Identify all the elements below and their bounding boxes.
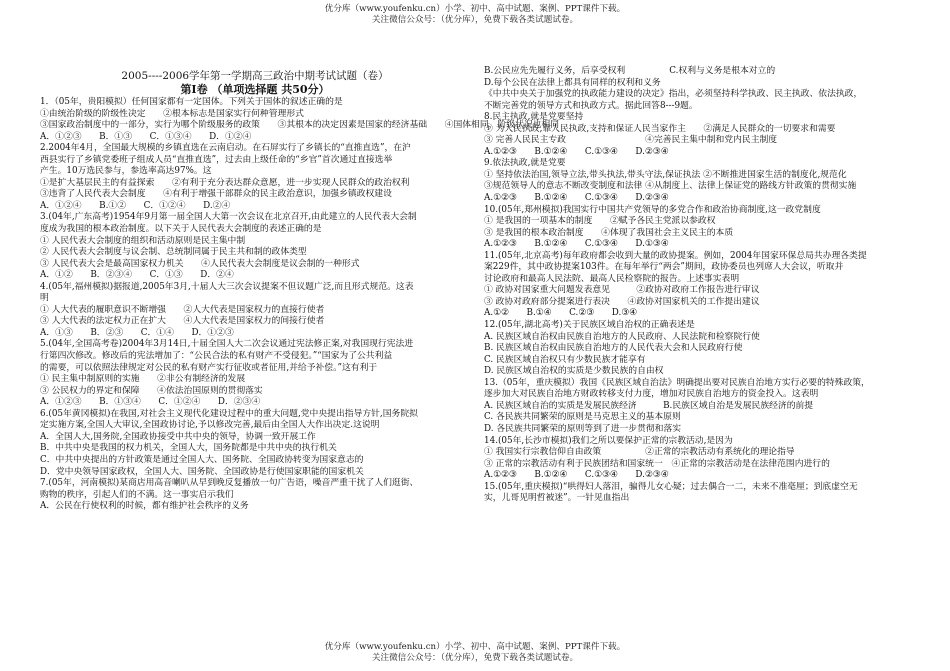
text-line: ③ 政协对政府部分提案进行表决 ④政协对国家机关的工作提出建议: [484, 296, 760, 307]
text-line: ① 人大代表的履职意识不断增强 ②人大代表是国家权力的直接行使者: [40, 304, 325, 315]
text-line: A. 民族区域自治权由民族自治地方的人民政府、人民法院和检察院行使: [484, 331, 760, 342]
footer-line-2: 关注微信公众号：（优分库），免费下载各类试题试卷。: [371, 653, 579, 663]
text-line: 12.(05年,湖北高考)关于民族区域自治权的正确表述是: [484, 320, 695, 331]
text-line: 6.(05年黄冈模拟)在我国,对社会主义现代化建设过程中的重大问题,党中央提出指导方针,国务院拟: [40, 408, 418, 419]
text-line: B.公民应先先履行义务，后享受权利 C.权利与义务是根本对立的: [484, 66, 776, 76]
footer-line-1: 优分库（www.youfenku.cn）小学、初中、高中试题、案例、PPT课件下载。: [324, 642, 626, 652]
text-line: A．①②③ B．①③④ C．①②④ D．②③④: [40, 397, 261, 408]
text-line: A.①②③ B.①②④ C.①③④ D.①③④: [484, 239, 669, 250]
document-title: 2005----2006学年第一学期高三政治中期考试试题（卷）: [121, 70, 389, 82]
text-line: 2.2004年4月，全国最大规模的乡镇直选在云南启动。在石屏实行了乡镇长的“直推直选”，在沪: [40, 143, 411, 154]
text-line: B. 民族区域自治权由民族自治地方的人民代表大会和人民政府行使: [484, 343, 743, 354]
text-line: A．①②③ B．①③ C．①③④ D．①②④: [40, 131, 252, 142]
text-line: 西县实行了乡镇党委班子组成人员“直推直选”，过去由上级任命的“乡官”首次通过直接选举: [40, 154, 393, 165]
page-footer: [0, 642, 950, 664]
text-line: 的需要，可以依照法律规定对公民的私有财产实行征收或者征用,并给予补偿。”这有利于: [40, 362, 378, 373]
text-line: A．公民在行使权利的时候，都有维护社会秩序的义务: [40, 501, 249, 512]
text-line: 1．（05年，贵阳模拟）任何国家都有一定国体。下列关于国体的叙述正确的是: [40, 97, 343, 107]
text-line: A．①③ B．②③ C．①④ D．①②③: [40, 327, 234, 338]
text-line: 14.(05年,长沙市模拟)我们之所以要保护正常的宗教活动,是因为: [484, 435, 733, 446]
text-line: C. 各民族共同繁荣的原则是马克思主义的基本原则: [484, 412, 681, 423]
text-line: 明: [40, 293, 49, 304]
text-line: ② 人民代表大会制度与议会制、总统制同属于民主共和制的政体类型: [40, 247, 307, 258]
text-line: ① 坚持依法治国,领导立法,带头执法,带头守法,保证执法 ②不断推进国家生活的制度化,规范化: [484, 169, 847, 180]
right-column: [484, 66, 924, 505]
text-line: 购物的秩序，引起人们的不满。这一事实启示我们: [40, 489, 234, 500]
text-line: 案229件，其中政协提案103件。在每年举行“两会”期间，政协委员也列席人大会议，听取并: [484, 262, 844, 273]
text-line: ① 民主集中制原则的实施 ②非公有制经济的发展: [40, 374, 246, 385]
text-line: 定实施方案,全国人大审议,全国政协讨论,予以修改完善,最后由全国人大作出决定.这说明: [40, 420, 380, 431]
text-line: ③国家政治制度中的一部分，实行为哪个阶级服务的政策 ③其根本的决定因素是国家的经济基础 ④国体相同，阶级状况也相同: [40, 120, 560, 131]
text-line: D. 各民族共同繁荣的原则等到了进一步贯彻和落实: [484, 423, 682, 434]
text-line: 《中共中央关于加强党的执政能力建设的决定》指出，必须坚持科学执政、民主执政、依法执政，: [484, 89, 863, 100]
text-line: A.①② B.①④ C.②③ D.③④: [484, 308, 638, 319]
text-line: D. 民族区域自治权的实质是少数民族的自由权: [484, 366, 664, 377]
text-line: ① 我国实行宗教信仰自由政策 ②正常的宗教活动有系统化的理论指导: [484, 447, 795, 458]
text-line: B．中共中央是我国的权力机关，全国人大，国务院都是中共中央的执行机关: [40, 443, 337, 454]
text-line: ① 为人民执政,靠人民执政,支持和保证人民当家作主 ②满足人民群众的一切要求和需要: [484, 123, 836, 134]
text-line: A．①②④ B.①② C．①②④ D.②④: [40, 200, 231, 211]
text-line: 实，儿哥见明哲被迷”。一针见血指出: [484, 493, 630, 504]
text-line: 11.(05年,北京高考)每年政府都会收到大量的政协提案。例如，2004年国家环保总局共办理各类提: [484, 250, 867, 261]
text-line: 13.（05年，重庆模拟）我国《民族区域自治法》明确提出要对民族自治地方实行必要的特殊政策，: [484, 377, 870, 388]
text-line: ①由统治阶级的阶级性决定 ②根本标志是国家实行何种管理形式: [40, 108, 304, 119]
text-line: 不断完善党的领导方式和执政方式。据此回答8---9题。: [484, 100, 698, 111]
text-line: ③ 正常的宗教活动有利于民族团结和国家统一 ④正常的宗教活动是在法律范围内进行的: [484, 458, 830, 469]
text-line: A. 民族区域自治的实质是发展民族经济 B.民族区域自治是发展民族经济的前提: [484, 400, 814, 411]
text-line: 产生。10万选民参与，参选率高达97%。这: [40, 166, 212, 177]
text-line: 讨论政府和最高人民法院、最高人民检察院的报告。上述事实表明: [484, 273, 740, 284]
text-line: A.①②③ B.①②④ C.①③④ D.②③④: [484, 193, 669, 204]
text-line: A．全国人大,国务院,全国政协接受中共中央的领导，协调一致开展工作: [40, 431, 316, 442]
text-line: 逐步加大对民族自治地方财政转移支付力度，增加对民族自治地方的资金投入。这表明: [484, 389, 819, 400]
text-line: 9.依法执政,就是党要: [484, 158, 566, 169]
text-line: 度成为我国的根本政治制度。以下关于人民代表大会制度的表述正确的是: [40, 224, 322, 235]
text-line: ③ 完善人民民主专政 ④完善民主集中制和党内民主制度: [484, 135, 778, 146]
text-line: 15.(05年,重庆模拟)“哄得妇人落泪，骗得儿女心疑；过去偶合一二，未来不准毫厘；到底虚空无: [484, 481, 858, 492]
text-line: A.①②③ B.①②④ C.①③④ D.②③④: [484, 146, 669, 157]
text-line: A.①②③ B.①②④ C.①③④ D.②③④: [484, 470, 669, 481]
text-line: ③ 人大代表的法定权力正在扩大 ④人大代表是国家权力的间接行使者: [40, 316, 325, 327]
text-line: 7.(05年，河南模拟)某商店用高音喇叭从早到晚反复播放一句广告语，噪音严重干扰了人们逛街、: [40, 478, 419, 489]
text-line: 行第四次修改。修改后的宪法增加了：“公民合法的私有财产不受侵犯。”“国家为了公共利益: [40, 351, 393, 362]
page-header: [0, 4, 950, 26]
section-title: 第Ⅰ卷 （单项选择题 共50分）: [180, 83, 330, 96]
text-line: ③ 公民权力的界定和保障 ④依法治国原则的贯彻落实: [40, 385, 263, 396]
text-line: D．党中央领导国家政权，全国人大、国务院、全国政协是行使国家职能的国家机关: [40, 466, 364, 477]
text-line: C．中共中央提出的方针政策是通过全国人大、国务院、全国政协转变为国家意志的: [40, 454, 364, 465]
header-line-1: 优分库（www.youfenku.cn）小学、初中、高中试题、案例、PPT课件下载。: [324, 4, 626, 14]
text-line: 3.(04年,广东高考)1954年9月第一届全国人大第一次会议在北京召开,由此建立的人民代表大会制: [40, 212, 417, 223]
text-line: ① 人民代表大会制度的组织和活动原则是民主集中制: [40, 235, 246, 246]
header-line-2: 关注微信公众号：（优分库），免费下载各类试题试卷。: [371, 15, 579, 25]
text-line: 8.民主执政,就是党要坚持: [484, 112, 584, 123]
text-line: 4.(05年,福州模拟)据报道,2005年3月,十届人大三次会议提案不但议题广泛,而且形式规范。这表: [40, 281, 414, 292]
text-line: ①是扩大基层民主的有益探索 ②有利于充分表达群众意愿，进一步实现人民群众的政治权利: [40, 177, 410, 188]
text-line: ③ 是我国的根本政治制度 ④体现了我国社会主义民主的本质: [484, 227, 734, 238]
text-line: ① 政协对国家重大问题发表意见 ②政协对政府工作报告进行审议: [484, 285, 760, 296]
text-line: ③规范领导人的意志不断改变制度和法律 ④从制度上、法律上保证党的路线方针政策的贯彻实施: [484, 181, 857, 192]
text-line: A．①② B．②③④ C．①③ D．②④: [40, 270, 234, 281]
text-line: ① 是我国的一项基本的制度 ②赋予各民主党派以参政权: [484, 216, 716, 227]
text-line: ③ 人民代表大会是最高国家权力机关 ④人民代表大会制度是议会制的一种形式: [40, 258, 360, 269]
text-line: 5.(04年,全国高考卷)2004年3月14日,十届全国人大二次会议通过宪法修正案,对我国现行宪法进: [40, 339, 414, 350]
text-line: C. 民族区域自治权只有少数民族才能享有: [484, 354, 646, 365]
text-line: ③违背了人民代表大会制度 ④有利于增强干部群众的民主政治意识，加强乡镇政权建设: [40, 189, 392, 200]
text-line: D.每个公民在法律上都具有同样的权利和义务: [484, 77, 661, 88]
text-line: 10.(05年,郑州模拟)我国实行中国共产党领导的多党合作和政治协商制度,这一政党制度: [484, 204, 821, 215]
